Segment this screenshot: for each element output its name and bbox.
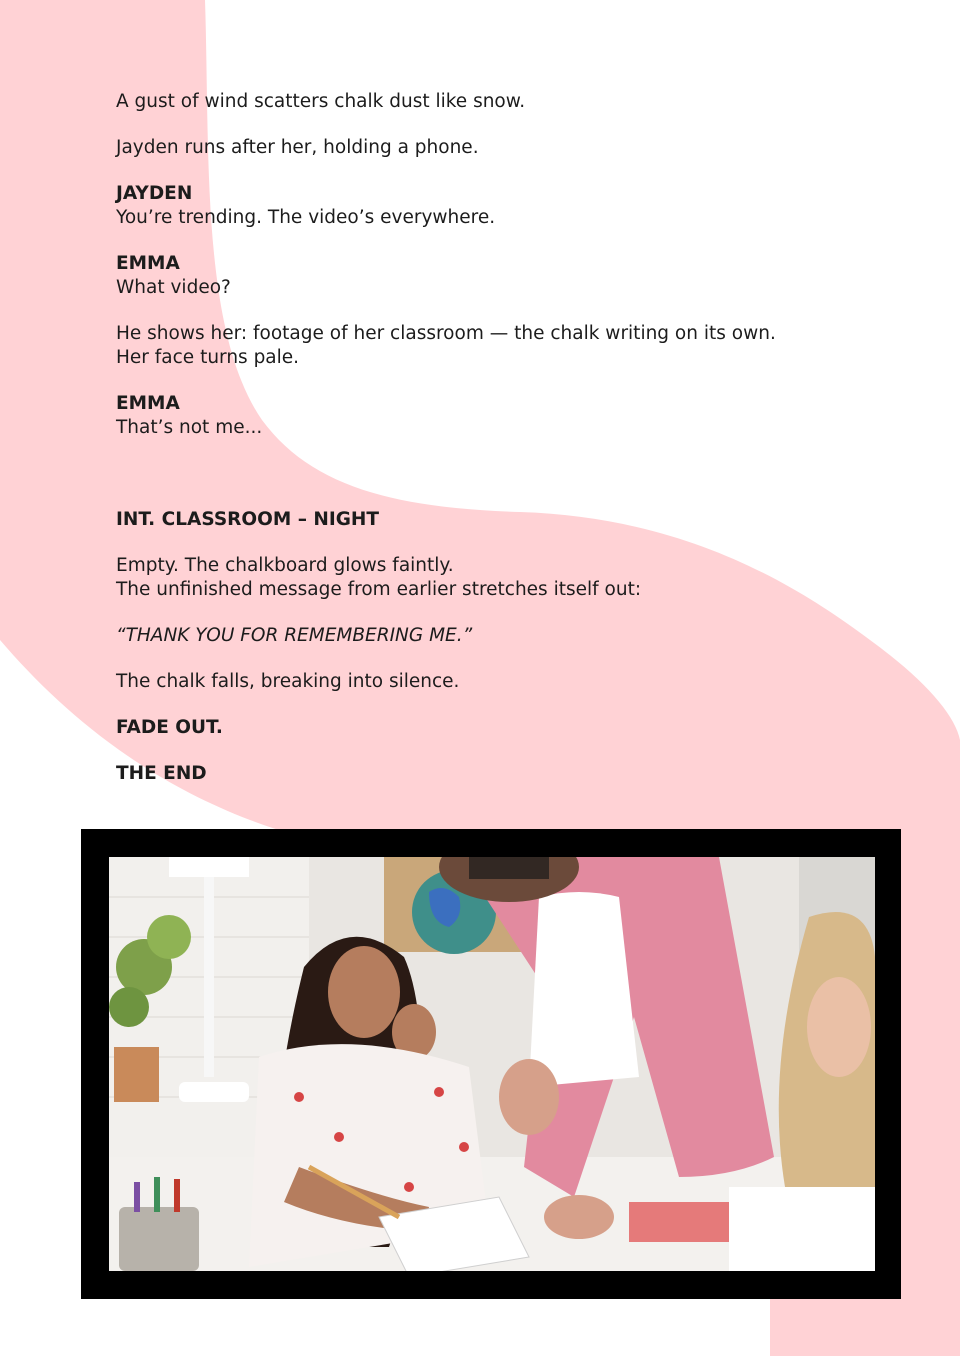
photo-frame	[81, 829, 901, 1299]
the-end: THE END	[116, 763, 207, 784]
character-jayden: JAYDEN	[116, 183, 193, 204]
action-empty-line1: Empty. The chalkboard glows faintly.	[116, 555, 454, 576]
action-footage-line1: He shows her: footage of her classroom — the chalk writing on its own.	[116, 323, 776, 344]
chalk-message: “THANK YOU FOR REMEMBERING ME.”	[116, 625, 473, 646]
dialogue-emma-not-me: That’s not me...	[116, 417, 263, 438]
classroom-photo-icon	[109, 857, 875, 1271]
action-jayden-runs: Jayden runs after her, holding a phone.	[116, 137, 479, 158]
action-empty-line2: The unfinished message from earlier stretches itself out:	[116, 579, 642, 600]
dialogue-jayden-trending: You’re trending. The video’s everywhere.	[116, 207, 496, 228]
action-footage-line2: Her face turns pale.	[116, 347, 300, 368]
classroom-photo	[109, 857, 875, 1271]
transition-fade-out: FADE OUT.	[116, 717, 223, 738]
dialogue-emma-what-video: What video?	[116, 277, 231, 298]
character-emma-2: EMMA	[116, 393, 180, 414]
character-emma: EMMA	[116, 253, 180, 274]
scene-heading: INT. CLASSROOM – NIGHT	[116, 509, 380, 530]
action-wind: A gust of wind scatters chalk dust like snow.	[116, 91, 526, 112]
action-chalk-falls: The chalk falls, breaking into silence.	[116, 671, 460, 692]
